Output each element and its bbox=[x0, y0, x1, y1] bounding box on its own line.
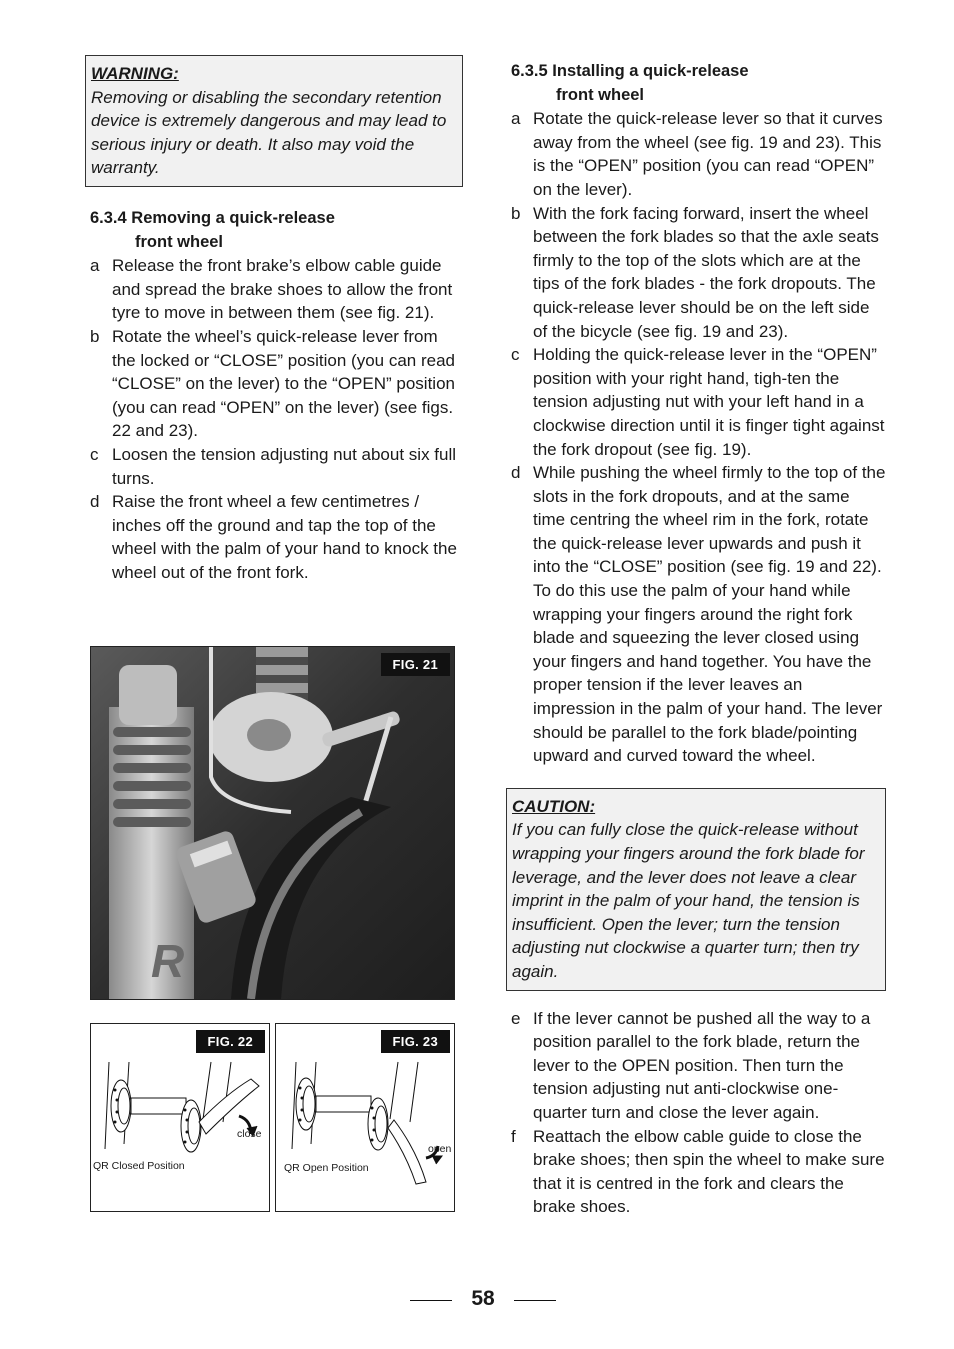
fig-21-label: FIG. 21 bbox=[381, 653, 450, 676]
section-635-title-line2: front wheel bbox=[556, 85, 645, 104]
fig-23-label: FIG. 23 bbox=[381, 1030, 450, 1053]
list-item: a Release the front brake’s elbow cable guide and spread the brake shoes to allow the front tyre to move in between them (see fig. 21). bbox=[90, 256, 453, 323]
list-item: c Loosen the tension adjusting nut about six full turns. bbox=[90, 444, 457, 488]
left-column bbox=[85, 55, 463, 584]
footer-rule-right bbox=[514, 1300, 556, 1301]
list-item: b With the fork facing forward, insert the wheel between the fork blades so that the axle seats firmly to the top of the slots which are at the tips of the fork blades - the fork dropouts. The quick-release lever should be on the left side of the bicycle (see fig. 19 and 23). bbox=[511, 203, 879, 341]
fig-21-illustration bbox=[91, 647, 454, 999]
section-635-title-line1: 6.3.5 Installing a quick-release bbox=[511, 62, 749, 80]
section-635-list-continued bbox=[506, 1007, 886, 1219]
list-item: b Rotate the wheel’s quick-release lever from the locked or “CLOSE” position (you can read “CLOSE” on the lever) to the “OPEN” position (you can read “OPEN” on the lever) (see figs. 22 and 23). bbox=[90, 326, 456, 441]
list-item: a Rotate the quick-release lever so that it curves away from the wheel (see fig. 19 and 23). This is the “OPEN” position (you can read “OPEN” on the lever). bbox=[511, 109, 883, 199]
section-634-title bbox=[85, 207, 463, 254]
page-number-footer bbox=[410, 1285, 556, 1315]
caution-title: CAUTION: bbox=[512, 796, 596, 816]
section-634-list bbox=[85, 254, 463, 584]
right-column bbox=[506, 60, 886, 1219]
list-item: c Holding the quick-release lever in the “OPEN” position with your right hand, tigh-ten the tension adjusting nut with your left hand in a clockwise direction until it is finger tight against the fork dropout (see fig. 19). bbox=[511, 345, 885, 459]
fig-23-lever-text: open bbox=[428, 1143, 452, 1155]
section-635-list bbox=[506, 107, 886, 768]
section-635-title bbox=[506, 60, 886, 107]
list-item: f Reattach the elbow cable guide to close the brake shoes; then spin the wheel to make sure that it is centred in the fork and clears the brake shoes. bbox=[511, 1126, 885, 1217]
fig-22-diagram bbox=[90, 1023, 270, 1212]
caution-box bbox=[506, 788, 886, 991]
fig-23-caption: QR Open Position bbox=[284, 1162, 369, 1174]
section-634-title-line2: front wheel bbox=[135, 232, 224, 251]
svg-text:R: R bbox=[151, 935, 185, 987]
fig-22-lever-text: close bbox=[237, 1128, 262, 1140]
section-634-title-line1: 6.3.4 Removing a quick-release bbox=[90, 208, 335, 227]
list-item: d Raise the front wheel a few centimetres / inches off the ground and tap the top of the wheel with the palm of your hand to knock the wheel out of the front fork. bbox=[90, 492, 457, 582]
list-item: e If the lever cannot be pushed all the way to a position parallel to the fork blade, return the lever to the OPEN position. Then turn the tension adjusting nut anti-clockwise one-quarter turn and close the lever again. bbox=[511, 1008, 871, 1122]
fig-23-diagram bbox=[275, 1023, 455, 1212]
fig-22-label: FIG. 22 bbox=[196, 1030, 265, 1053]
caution-body: If you can fully close the quick-release without wrapping your fingers around the fork blade for leverage, and the lever does not leave a clear imprint in the palm of your hand, the tension is insufficient. Open the lever; turn the tension adjusting nut clockwise a quarter turn; then try again. bbox=[512, 820, 865, 981]
list-item: d While pushing the wheel firmly to the top of the slots in the fork dropouts, and at the same time centring the wheel rim in the fork, rotate the quick-release lever upwards and push it into the “CLOSE” position (see fig. 19 and 22). To do this use the palm of your hand while wrapping your fingers around the right fork blade and squeezing the lever closed using your fingers and hand together. You have the proper tension if the lever leaves an impression in the palm of your hand. The lever should be parallel to the fork blade/pointing upward and curved toward the wheel. bbox=[511, 463, 886, 766]
warning-body: Removing or disabling the secondary retention device is extremely dangerous and may lead to serious injury or death. It also may void the warranty. bbox=[91, 87, 447, 178]
warning-title: WARNING: bbox=[91, 64, 179, 83]
warning-box bbox=[85, 55, 463, 187]
page-number: 58 bbox=[471, 1287, 495, 1310]
fig-21-photo bbox=[90, 646, 455, 1000]
fig-22-caption: QR Closed Position bbox=[93, 1160, 185, 1172]
